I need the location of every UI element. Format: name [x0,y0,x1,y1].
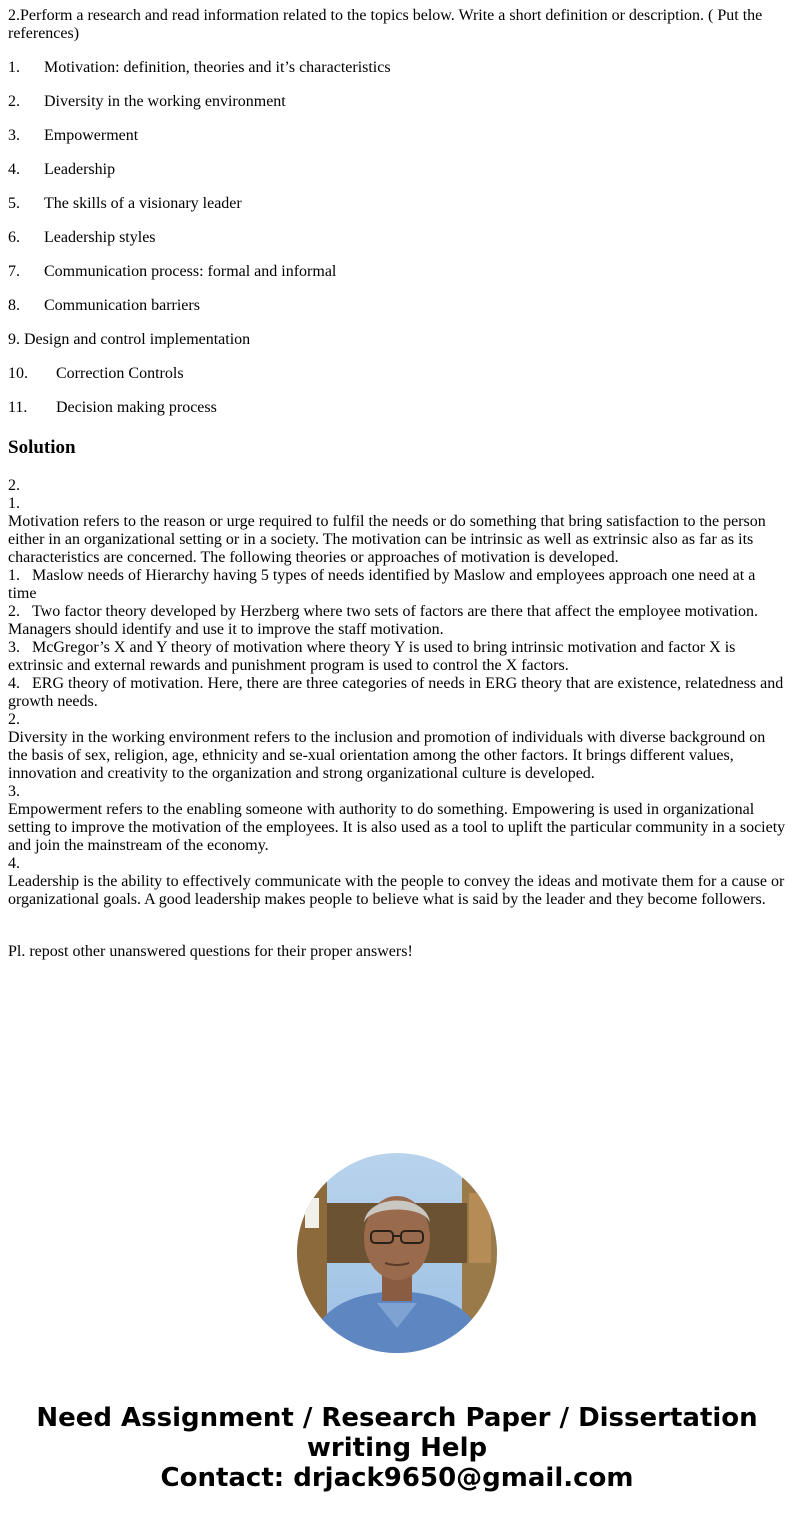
solution-part-number: 2. [8,477,20,494]
empowerment-paragraph: Empowerment refers to the enabling someone with authority to do something. Empowering is used in organizational setting to improve the motivation of the employees. It is also used as a tool to uplift the particular community in a society and join the mainstream of the economy. [8,801,786,854]
question-item-text: Communication process: formal and informal [44,263,337,280]
question-item-text: The skills of a visionary leader [44,195,242,212]
diversity-paragraph: Diversity in the working environment refers to the inclusion and promotion of individuals with diverse background on the basis of sex, religion, age, ethnicity and se-xual orientation among the other factors. It brings different values, innovation and creativity to the organization and strong organizational culture is developed. [8,729,766,782]
question-item-number: 4. [8,161,20,178]
avatar [297,1153,497,1353]
question-item-number: 11. [8,399,28,416]
theory-number: 3. [8,639,20,656]
question-item [8,93,786,111]
question-item [8,127,786,145]
question-item-number: 5. [8,195,20,212]
question-item [8,161,786,179]
question-item-text: Communication barriers [44,297,200,314]
closing-note: Pl. repost other unanswered questions for their proper answers! [8,943,413,960]
footer-help-line: Need Assignment / Research Paper / Dissertation writing Help [36,1403,758,1463]
solution-heading: Solution [8,437,76,458]
question-item [8,195,786,213]
question-item-number: 3. [8,127,20,144]
question-item-text: Motivation: definition, theories and it’s characteristics [44,59,391,76]
theory-number: 2. [8,603,20,620]
question-item-text: Leadership [44,161,116,178]
theory-text: McGregor’s X and Y theory of motivation where theory Y is used to bring intrinsic motivation and factor X is extrinsic and external rewards and punishment program is used to control the X factors. [8,639,736,674]
question-item-text: Design and control implementation [24,331,251,348]
theory-number: 4. [8,675,20,692]
motivation-paragraph: Motivation refers to the reason or urge required to fulfil the needs or do something that bring satisfaction to the person either in an organizational setting or in a society. The motivation can be intrinsic as well as extrinsic also as far as its characteristics are concerned. The following theories or approaches of motivation is developed. [8,513,766,566]
leadership-paragraph: Leadership is the ability to effectively communicate with the people to convey the ideas and motivate them for a cause or organizational goals. A good leadership makes people to believe what is said by the leader and they become followers. [8,873,785,908]
theory-number: 1. [8,567,20,584]
footer-contact-line: Contact: drjack9650@gmail.com [160,1463,634,1493]
section-number: 2. [8,711,20,728]
question-item-text: Empowerment [44,127,139,144]
theory-item [8,567,786,603]
question-item [8,399,786,417]
avatar-portrait-icon [297,1153,497,1353]
question-item-text: Decision making process [56,399,217,416]
question-item [8,297,786,315]
question-item-number: 6. [8,229,20,246]
theory-text: Two factor theory developed by Herzberg where two sets of factors are there that affect the employee motivation. Managers should identify and use it to improve the staff motivation. [8,603,758,638]
question-item [8,229,786,247]
footer-banner [0,1403,794,1493]
question-item-number: 2. [8,93,20,110]
question-item [8,263,786,281]
question-item-number: 8. [8,297,20,314]
question-item-text: Correction Controls [56,365,184,382]
question-item-number: 10. [8,365,28,382]
section-number: 3. [8,783,20,800]
theory-item [8,603,786,639]
question-item-number: 7. [8,263,20,280]
document-body [8,7,786,961]
question-item-number: 1. [8,59,20,76]
theory-text: Maslow needs of Hierarchy having 5 types of needs identified by Maslow and employees approach one need at a time [8,567,756,602]
question-item [8,59,786,77]
question-item-text: Leadership styles [44,229,156,246]
question-item-text: Diversity in the working environment [44,93,286,110]
spacer [8,909,786,943]
theory-text: ERG theory of motivation. Here, there are three categories of needs in ERG theory that are existence, relatedness and growth needs. [8,675,784,710]
question-item-number: 9. [8,331,20,348]
theory-item [8,639,786,675]
section-number: 1. [8,495,20,512]
theory-item [8,675,786,711]
question-item [8,331,786,349]
section-number: 4. [8,855,20,872]
question-intro: 2.Perform a research and read information related to the topics below. Write a short definition or description. ( Put the references) [8,7,763,42]
question-item [8,365,786,383]
